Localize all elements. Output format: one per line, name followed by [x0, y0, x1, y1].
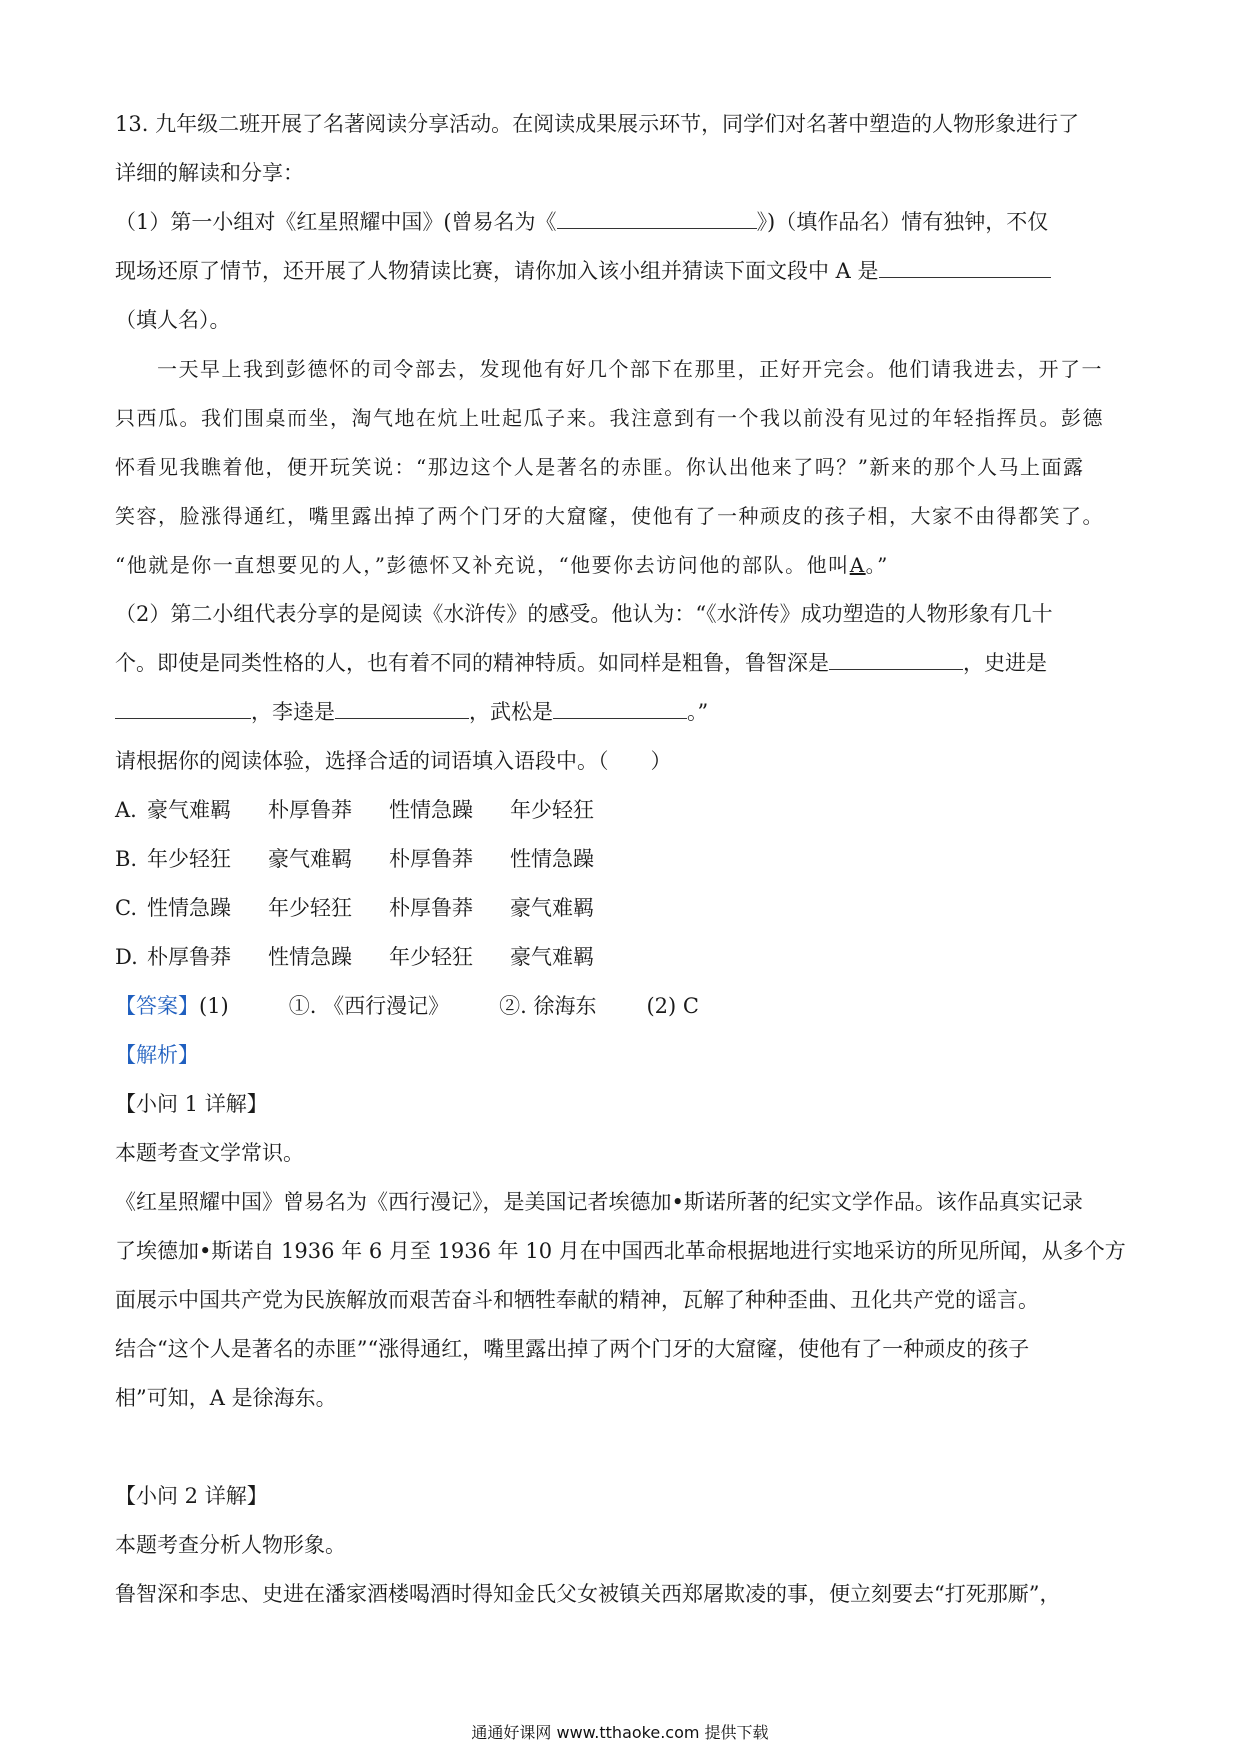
passage-line-4: 笑容，脸涨得通红，嘴里露出掉了两个门牙的大窟窿，使他有了一种顽皮的孩子相，大家不由得都笑了。: [115, 504, 1104, 528]
part2-text-b2: ，史进是: [963, 651, 1047, 675]
part1-line-2: [115, 247, 1125, 296]
passage-marker-a: A: [849, 553, 866, 577]
passage-text-5a: “他就是你一直想要见的人，”彭德怀又补充说，“他要你去访问他的部队。他叫: [115, 553, 850, 577]
analysis-1-line-2: 《红星照耀中国》曾易名为《西行漫记》，是美国记者埃德加•斯诺所著的纪实文学作品。该作品真实记录: [115, 1190, 1083, 1214]
part2-text-b1: 个。即使是同类性格的人，也有着不同的精神特质。如同样是粗鲁，鲁智深是: [115, 651, 829, 675]
answer-blank-shi-jin[interactable]: [115, 696, 251, 719]
option-word: 性情急躁: [268, 945, 352, 969]
part1-text-b: 》)（填作品名）情有独钟，不仅: [756, 210, 1049, 234]
analysis-1-line-4: 面展示中国共产党为民族解放而艰苦奋斗和牺牲奉献的精神，瓦解了种种歪曲、丑化共产党的谣言。: [115, 1288, 1039, 1312]
page-footer: 通通好课网 www.tthaoke.com 提供下载: [471, 1723, 769, 1742]
option-word: 年少轻狂: [147, 847, 231, 871]
option-label: A.: [115, 798, 137, 822]
option-label: B.: [115, 847, 138, 871]
option-d[interactable]: [115, 933, 1125, 982]
answer-tag: 【答案】: [115, 994, 199, 1018]
option-b[interactable]: [115, 835, 1125, 884]
answer-part1: (1): [199, 994, 229, 1018]
option-label: D.: [115, 945, 138, 969]
answer-blank-lu-zhishen[interactable]: [829, 647, 963, 670]
option-word: 年少轻狂: [510, 798, 594, 822]
answer-line: [115, 982, 1125, 1031]
part1-text-a: （1）第一小组对《红星照耀中国》(曾易名为《: [115, 210, 557, 234]
analysis-1-line-5: 结合“这个人是著名的赤匪”“涨得通红，嘴里露出掉了两个门牙的大窟窿，使他有了一种顽皮的孩子: [115, 1337, 1030, 1361]
option-word: 豪气难羁: [268, 847, 352, 871]
passage-line-5: [115, 541, 1125, 590]
instruction-line: 请根据你的阅读体验，选择合适的词语填入语段中。（ ）: [115, 749, 672, 773]
option-word: 朴厚鲁莽: [147, 945, 231, 969]
part2-text-c2: ，武松是: [469, 700, 553, 724]
option-c[interactable]: [115, 884, 1125, 933]
passage-line-2: 只西瓜。我们围桌而坐，淘气地在炕上吐起瓜子来。我注意到有一个我以前没有见过的年轻指挥员。彭德: [115, 406, 1104, 430]
part1-line-3: （填人名）。: [115, 308, 231, 332]
analysis-2-line-1: 本题考查分析人物形象。: [115, 1533, 346, 1557]
option-word: 豪气难羁: [147, 798, 231, 822]
passage-text-5c: 。”: [865, 553, 889, 577]
option-a[interactable]: [115, 786, 1125, 835]
answer-blank-person[interactable]: [879, 255, 1051, 278]
answer-part2: (2) C: [646, 994, 699, 1018]
answer-blank-wu-song[interactable]: [553, 696, 687, 719]
option-word: 朴厚鲁莽: [268, 798, 352, 822]
option-word: 年少轻狂: [389, 945, 473, 969]
part2-line-3: [115, 688, 1125, 737]
part2-line-1: （2）第二小组代表分享的是阅读《水浒传》的感受。他认为：“《水浒传》成功塑造的人物形象有几十: [115, 602, 1053, 626]
document-page: [115, 100, 1125, 1619]
option-word: 年少轻狂: [268, 896, 352, 920]
option-label: C.: [115, 896, 137, 920]
answer-blank-book-title[interactable]: [557, 206, 757, 229]
option-word: 豪气难羁: [510, 896, 594, 920]
question-intro-line-1: 13. 九年级二班开展了名著阅读分享活动。在阅读成果展示环节，同学们对名著中塑造的人物形象进行了: [115, 112, 1080, 136]
passage-line-1: 一天早上我到彭德怀的司令部去，发现他有好几个部下在那里，正好开完会。他们请我进去，开了一: [157, 357, 1103, 381]
part1-line-1: [115, 198, 1125, 247]
answer-blank-li-kui[interactable]: [335, 696, 469, 719]
option-word: 性情急躁: [147, 896, 231, 920]
subquestion-2-title: 【小问 2 详解】: [115, 1484, 268, 1508]
option-word: 性情急躁: [389, 798, 473, 822]
passage-line-3: 怀看见我瞧着他，便开玩笑说：“那边这个人是著名的赤匪。你认出他来了吗？”新来的那个人马上面露: [115, 455, 1085, 479]
analysis-1-line-1: 本题考查文学常识。: [115, 1141, 304, 1165]
option-word: 朴厚鲁莽: [389, 847, 473, 871]
part2-line-2: [115, 639, 1125, 688]
analysis-1-line-6: 相”可知，A 是徐海东。: [115, 1386, 337, 1410]
question-intro-line-2: 详细的解读和分享：: [115, 161, 304, 185]
analysis-1-line-3: 了埃德加•斯诺自 1936 年 6 月至 1936 年 10 月在中国西北革命根据地进行实地采访的所见所闻，从多个方: [115, 1239, 1126, 1263]
part2-text-c3: 。”: [687, 700, 709, 724]
option-word: 性情急躁: [510, 847, 594, 871]
subquestion-1-title: 【小问 1 详解】: [115, 1092, 268, 1116]
option-word: 朴厚鲁莽: [389, 896, 473, 920]
analysis-tag: 【解析】: [115, 1043, 199, 1067]
analysis-2-line-2: 鲁智深和李忠、史进在潘家酒楼喝酒时得知金氏父女被镇关西郑屠欺凌的事，便立刻要去“打死那厮”，: [115, 1582, 1061, 1606]
part2-text-c1: ，李逵是: [251, 700, 335, 724]
option-word: 豪气难羁: [510, 945, 594, 969]
part1-text-c: 现场还原了情节，还开展了人物猜读比赛，请你加入该小组并猜读下面文段中 A 是: [115, 259, 879, 283]
answer-item-1: ①. 《西行漫记》: [288, 994, 450, 1018]
answer-item-2: ②. 徐海东: [499, 994, 597, 1018]
